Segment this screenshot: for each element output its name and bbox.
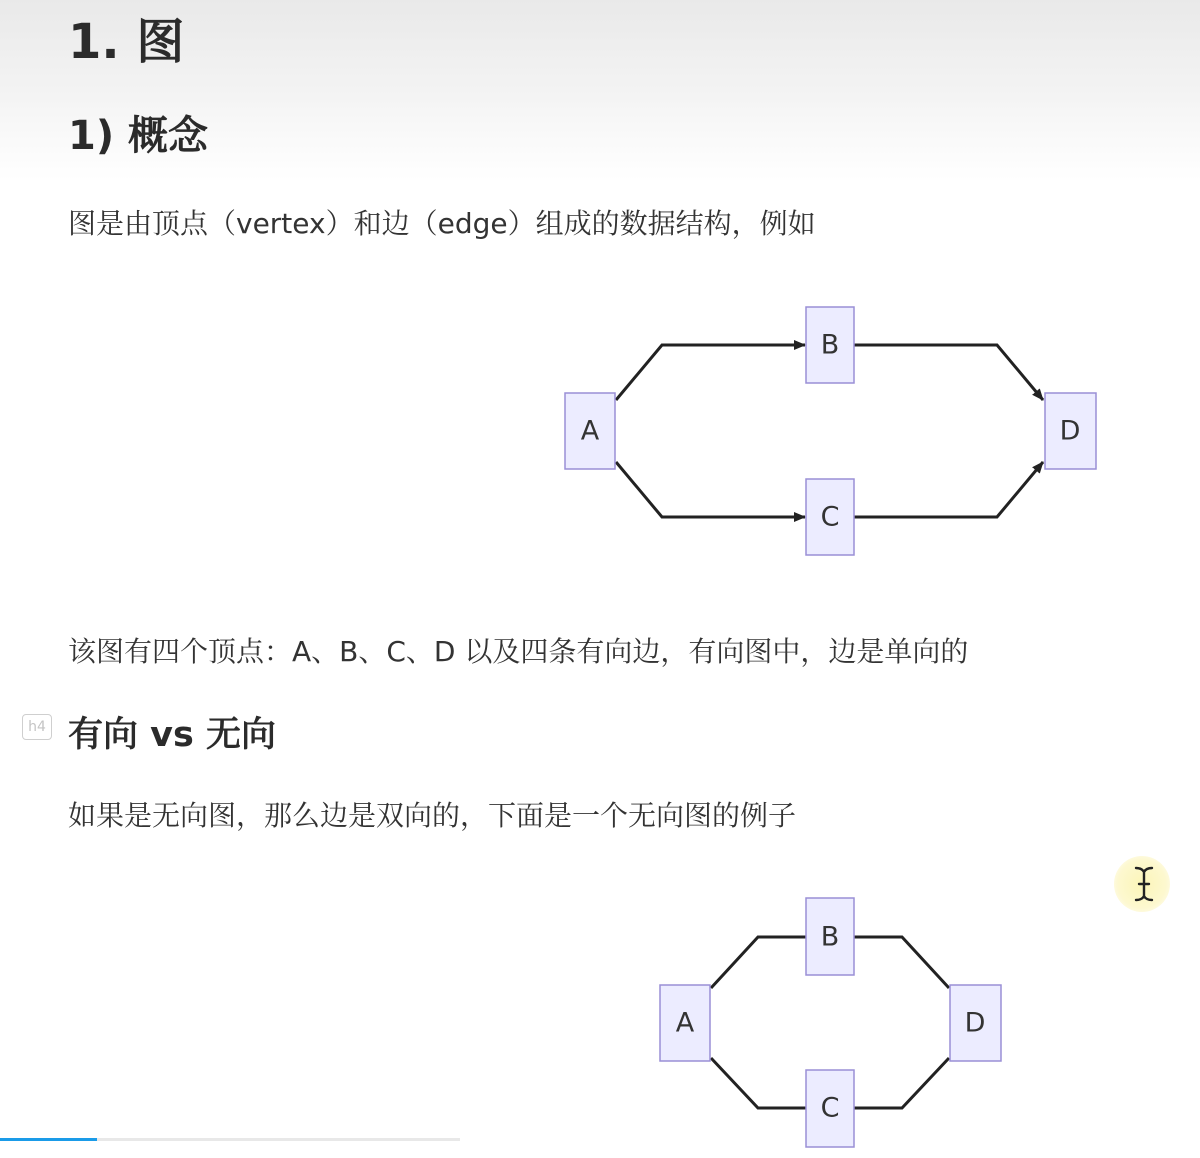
node-a-undirected (660, 985, 710, 1061)
node-a-undirected-label: A (675, 1007, 695, 1039)
node-c-label: C (820, 501, 840, 533)
node-d-undirected-label: D (964, 1007, 986, 1039)
node-b-undirected (806, 898, 854, 975)
heading-1: 1. 图 (68, 14, 185, 70)
node-d-undirected (950, 985, 1001, 1061)
text-cursor-icon (1114, 856, 1170, 912)
node-b-undirected-label: B (820, 921, 840, 953)
edge-a-b-undirected (711, 937, 806, 988)
h4-tag: h4 (22, 714, 52, 740)
node-d (1045, 393, 1096, 469)
node-c-undirected (806, 1070, 854, 1147)
edge-b-d-undirected (854, 937, 949, 988)
node-c (806, 479, 854, 555)
progress-fill (0, 1138, 97, 1141)
node-a (565, 393, 615, 469)
node-b (806, 307, 854, 383)
undirected-intro-paragraph: 如果是无向图，那么边是双向的，下面是一个无向图的例子 (68, 799, 797, 832)
heading-2: 1) 概念 (68, 113, 209, 159)
node-d-label: D (1059, 415, 1081, 447)
edge-c-d (854, 462, 1043, 517)
heading-4: 有向 vs 无向 (68, 715, 277, 755)
directed-graph-diagram (540, 290, 1120, 580)
undirected-graph-diagram (640, 880, 1020, 1158)
edge-c-d-undirected (854, 1058, 949, 1108)
edge-a-b (616, 345, 805, 400)
intro-paragraph: 图是由顶点（vertex）和边（edge）组成的数据结构，例如 (68, 207, 816, 240)
node-b-label: B (820, 329, 840, 361)
edge-a-c-undirected (711, 1058, 806, 1108)
edge-a-c (616, 462, 805, 517)
edge-b-d (854, 345, 1043, 400)
node-a-label: A (580, 415, 600, 447)
node-c-undirected-label: C (820, 1092, 840, 1124)
description-paragraph: 该图有四个顶点：A、B、C、D 以及四条有向边，有向图中，边是单向的 (68, 635, 969, 668)
